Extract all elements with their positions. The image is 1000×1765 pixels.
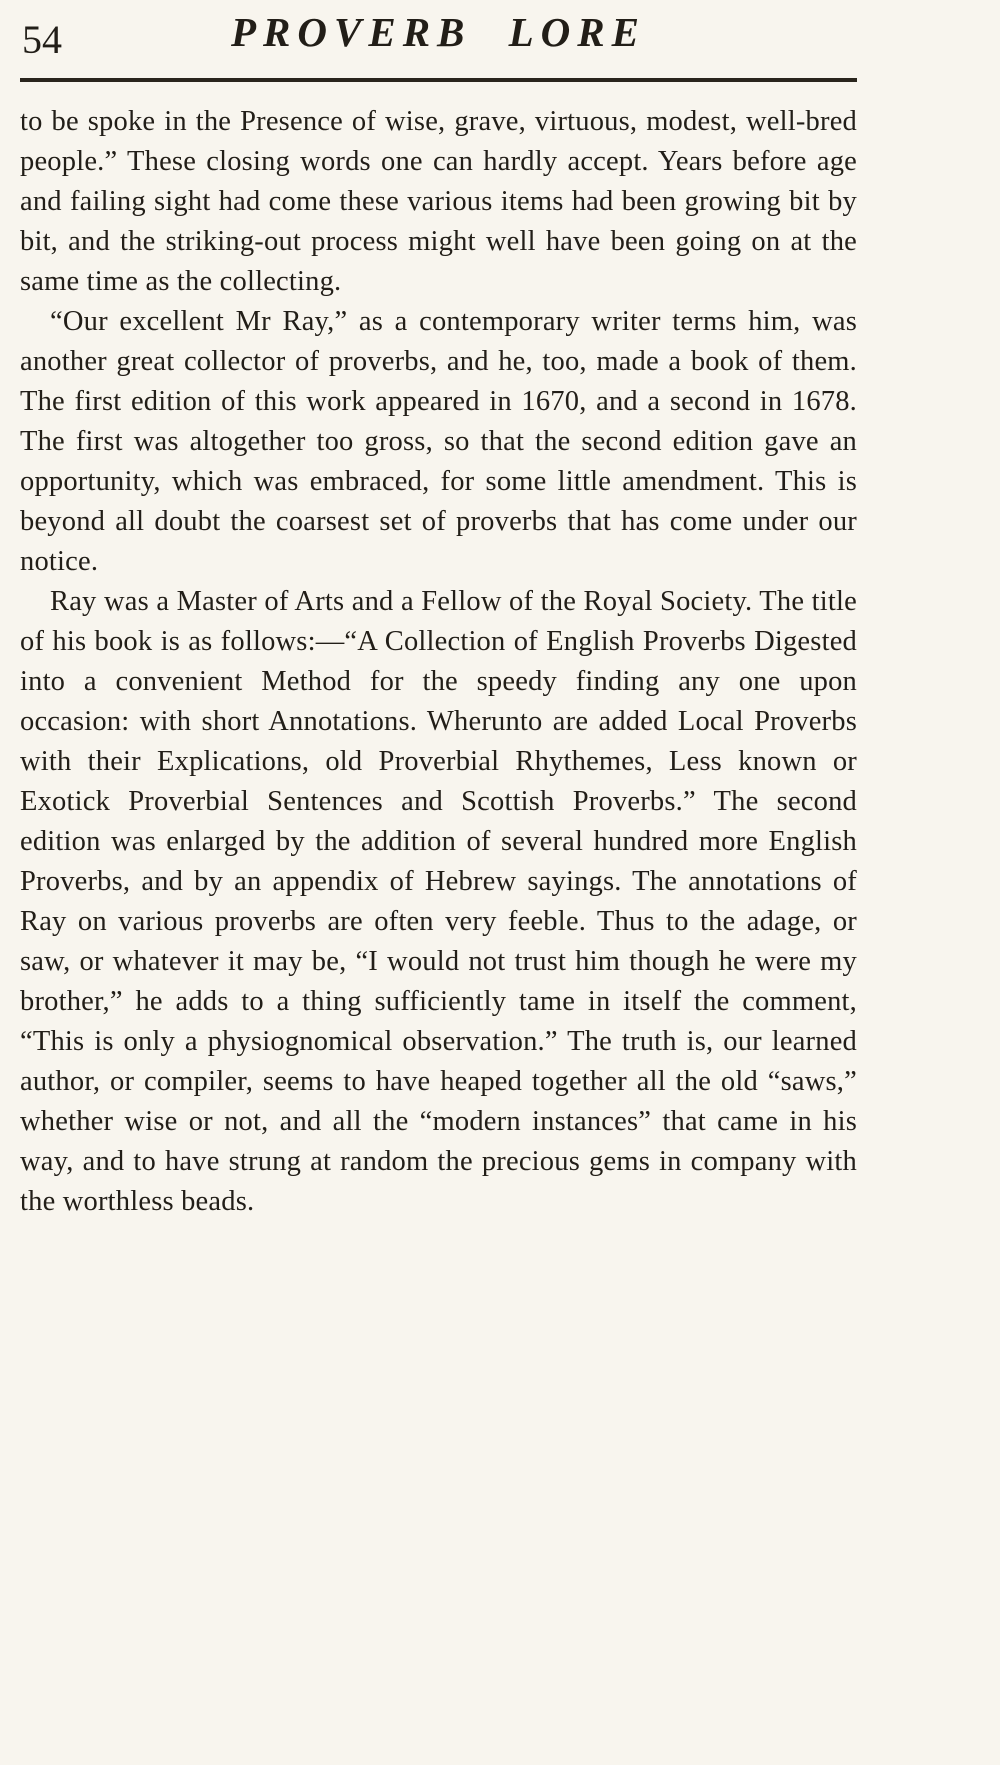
page-body <box>20 102 857 1222</box>
paragraph: “Our excellent Mr Ray,” as a contemporary writer terms him, was another great collector of proverbs, and he, too, made a book of them. The first edition of this work appeared in 1670, and a second in 1678. The first was altogether too gross, so that the second edition gave an opportunity, which was embraced, for some little amendment. This is beyond all doubt the coarsest set of proverbs that has come under our notice. <box>20 306 857 577</box>
header-rule <box>20 78 857 82</box>
page-header <box>20 10 857 70</box>
page-title: PROVERB LORE <box>231 9 646 55</box>
paragraph: to be spoke in the Presence of wise, grave, virtuous, modest, well-bred people.” These closing words one can hardly accept. Years before age and failing sight had come these various items had been growing bit by bit, and the striking-out process might well have been going on at the same time as the collecting. <box>20 106 857 297</box>
paragraph: Ray was a Master of Arts and a Fellow of the Royal Society. The title of his book is as follows:—“A Collection of English Proverbs Digested into a convenient Method for the speedy finding any one upon occasion: with short Annotations. Wherunto are added Local Proverbs with their Explications, old Proverbial Rhythemes, Less known or Exotick Proverbial Sentences and Scottish Proverbs.” The second edition was enlarged by the addition of several hundred more English Proverbs, and by an appendix of Hebrew sayings. The annotations of Ray on various proverbs are often very feeble. Thus to the adage, or saw, or whatever it may be, “I would not trust him though he were my brother,” he adds to a thing sufficiently tame in itself the comment, “This is only a physiognomical observation.” The truth is, our learned author, or compiler, seems to have heaped together all the old “saws,” whether wise or not, and all the “modern instances” that came in his way, and to have strung at random the precious gems in company with the worthless beads. <box>20 586 857 1217</box>
page-number: 54 <box>22 17 62 62</box>
